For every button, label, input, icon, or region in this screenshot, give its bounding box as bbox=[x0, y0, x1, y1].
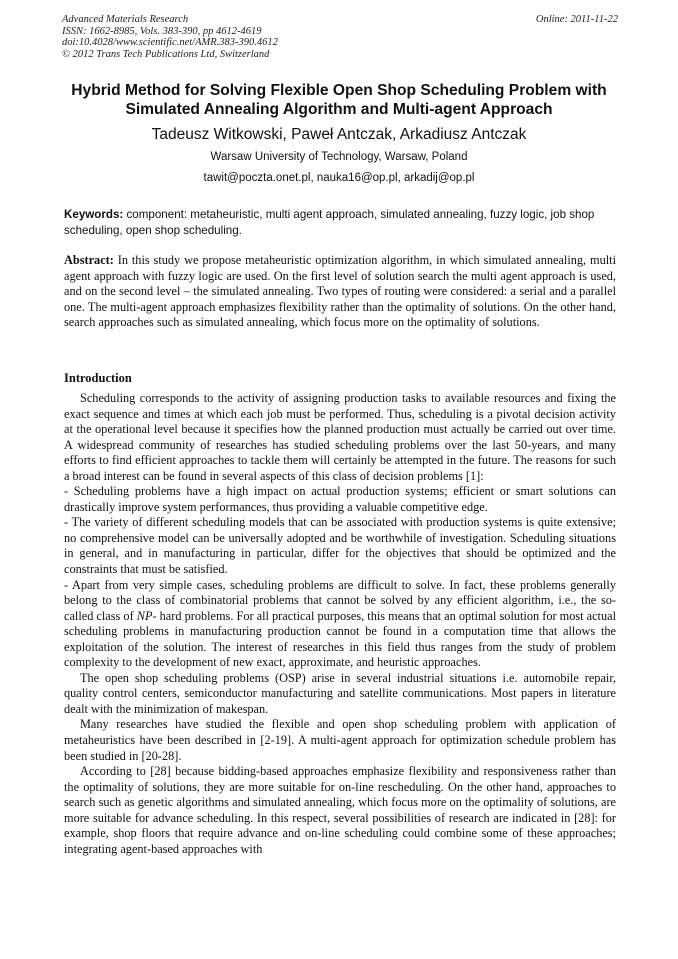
journal-name: Advanced Materials Research bbox=[62, 14, 189, 25]
author-emails: tawit@poczta.onet.pl, nauka16@op.pl, arkadij@op.pl bbox=[203, 172, 475, 184]
bullet-3-part-1: - Apart from very simple cases, scheduling problems are difficult to solve. In fact, these problems generally belong to the class of combinatorial problems that cannot be solved by any efficient algorithm, i.e., the so-called class of bbox=[64, 577, 616, 623]
introduction-body bbox=[64, 391, 616, 857]
authors: Tadeusz Witkowski, Paweł Antczak, Arkadiusz Antczak bbox=[151, 126, 527, 143]
abstract-text: In this study we propose metaheuristic optimization algorithm, in which simulated annealing, multi agent approach with fuzzy logic are used. On the first level of solution search the multi agent approach is used, and on the second level – the simulated annealing. Two types of routing were considered: a serial and a parallel one. The multi-agent approach emphasizes flexibility rather than the optimality of solutions. On the other hand, search approaches such as simulated annealing, which focus more on the optimality of solutions. bbox=[64, 253, 616, 330]
intro-bullet-1: - Scheduling problems have a high impact on actual production systems; efficient or smart solutions can drastically improve system performances, thus providing a valuable competitive edge. bbox=[64, 484, 616, 514]
affiliation: Warsaw University of Technology, Warsaw, Poland bbox=[210, 151, 468, 163]
title-line-1: Hybrid Method for Solving Flexible Open Shop Scheduling Problem with bbox=[71, 82, 607, 99]
keywords-text: component: metaheuristic, multi agent approach, simulated annealing, fuzzy logic, job shop scheduling, open shop scheduling. bbox=[64, 208, 595, 237]
keywords-section bbox=[64, 207, 616, 239]
issn-line: ISSN: 1662-8985, Vols. 383-390, pp 4612-4619 bbox=[62, 25, 262, 37]
intro-paragraph-2: The open shop scheduling problems (OSP) arise in several industrial situations i.e. automobile repair, quality control centers, semiconductor manufacturing and satellite communications. Most papers in literature dealt with the minimization of makespan. bbox=[64, 670, 616, 716]
intro-paragraph-4: According to [28] because bidding-based approaches emphasize flexibility and responsiveness rather than the optimality of solutions, they are more suitable for on-line rescheduling. On the other hand, approaches to search such as genetic algorithms and simulated annealing, which focus more on the optimality of solutions, are more suitable for advance scheduling. In this respect, several possibilities of research are indicated in [28]: for example, shop floors that require advance and on-line scheduling could combine some of these approaches; integrating agent-based approaches with bbox=[64, 764, 616, 856]
title-line-2: Simulated Annealing Algorithm and Multi-agent Approach bbox=[125, 101, 553, 118]
np-term: NP bbox=[136, 608, 153, 623]
doi-line: doi:10.4028/www.scientific.net/AMR.383-390.4612 bbox=[62, 37, 278, 48]
intro-paragraph-3: Many researches have studied the flexible and open shop scheduling problem with application of metaheuristics have been described in [2-19]. A multi-agent approach for optimization schedule problem has been studied in [20-28]. bbox=[64, 717, 616, 763]
paper-title bbox=[40, 81, 638, 119]
keywords-label: Keywords: bbox=[64, 208, 124, 221]
abstract-section bbox=[64, 253, 616, 331]
abstract-label: Abstract: bbox=[64, 253, 114, 267]
bullet-3-part-2: - hard problems. For all practical purposes, this means that an optimal solution for most actual scheduling problems in manufacturing production cannot be found in a computation time that allows the exploitation of the solution. The interest of researches in this field thus ranges from the study of problem complexity to the development of new exact, approximate, and heuristic approaches. bbox=[64, 608, 616, 670]
intro-bullet-3 bbox=[64, 578, 616, 671]
intro-paragraph-1: Scheduling corresponds to the activity of assigning production tasks to available resources and fixing the exact sequence and times at which each job must be performed. Thus, scheduling is a pivotal decision activity at the operational level because it specifies how the planned production must actually be carried out over time. A widespread community of researches has studied scheduling problems over the last 50-years, and many efforts to find efficient approaches to tackle them will certainly be attempted in the future. The reasons for such a broad interest can be found in several aspects of this class of decision problems [1]: bbox=[64, 391, 616, 483]
online-date: Online: 2011-11-22 bbox=[535, 14, 618, 25]
copyright-line: © 2012 Trans Tech Publications Ltd, Switzerland bbox=[62, 48, 270, 60]
introduction-heading: Introduction bbox=[64, 371, 132, 385]
journal-header bbox=[62, 14, 618, 60]
intro-bullet-2: - The variety of different scheduling models that can be associated with production systems is quite extensive; no comprehensive model can be universally adopted and be worthwhile of investigation. Scheduling situations in general, and in manufacturing in particular, differ for the objectives that should be optimized and the constraints that must be satisfied. bbox=[64, 515, 616, 577]
